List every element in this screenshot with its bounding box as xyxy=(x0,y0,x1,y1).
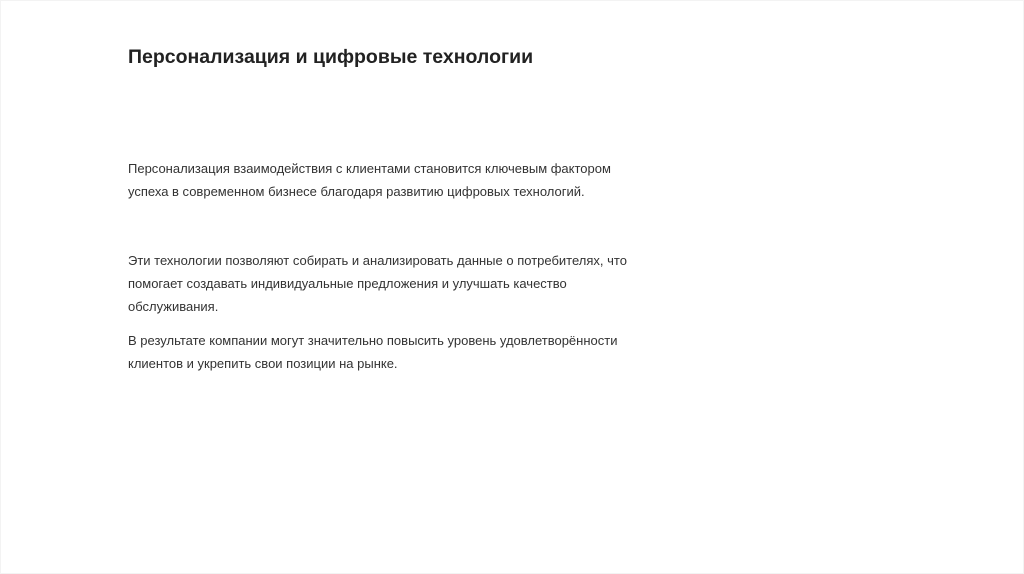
paragraph-technologies xyxy=(128,249,627,318)
paragraph-line: В результате компании могут значительно повысить уровень удовлетворённости xyxy=(128,333,618,348)
paragraph-line: Эти технологии позволяют собирать и анализировать данные о потребителях, что xyxy=(128,253,627,268)
paragraph-line: Персонализация взаимодействия с клиентами становится ключевым фактором xyxy=(128,161,611,176)
paragraph-personalization xyxy=(128,157,611,203)
paragraph-line: успеха в современном бизнесе благодаря развитию цифровых технологий. xyxy=(128,184,585,199)
paragraph-line: клиентов и укрепить свои позиции на рынке. xyxy=(128,356,398,371)
paragraph-result xyxy=(128,329,617,375)
paragraph-line: помогает создавать индивидуальные предложения и улучшать качество xyxy=(128,276,567,291)
slide-title: Персонализация и цифровые технологии xyxy=(128,46,534,68)
paragraph-line: обслуживания. xyxy=(128,299,219,314)
